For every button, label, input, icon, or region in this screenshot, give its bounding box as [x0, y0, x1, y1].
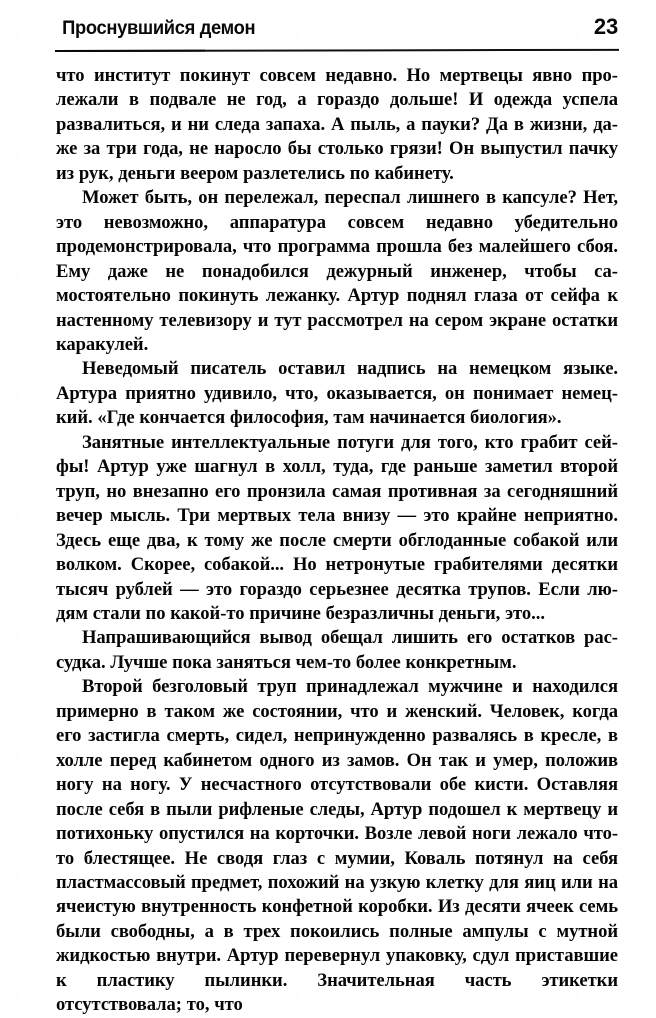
paragraph: что институт покинут совсем недавно. Но мертвецы явно пролежали в подвале не год, а гораздо дольше! И одежда успела развалиться, и ни следа запаха. А пыль, а пауки? Да в жизни, даже за три года, не наросло бы столько грязи! Он выпустил пачку из рук, деньги веером разлетелись по кабинету.	[56, 65, 618, 184]
running-header	[56, 16, 618, 46]
paragraph: Напрашивающийся вывод обещал лишить его остатков рассудка. Лучше пока заняться чем-то более конкретным.	[56, 627, 618, 673]
body-text-column	[56, 64, 618, 1018]
page-number: 23	[593, 14, 618, 39]
paragraph: Может быть, он перележал, переспал лишнего в капсуле? Нет, это невозможно, аппаратура совсем недавно убедительно продемонстрировала, что программа прошла без малейшего сбоя. Ему даже не понадобился дежурный инженер, чтобы самостоятельно покинуть лежанку. Артур поднял глаза от сейфа к настенному телевизору и тут рассмотрел на сером экране остатки каракулей.	[56, 187, 618, 355]
paragraph: Неведомый писатель оставил надпись на немецком языке. Артура приятно удивило, что, оказывается, он понимает немецкий. «Где кончается философия, там начинается биология».	[56, 358, 618, 429]
paragraph: Занятные интеллектуальные потуги для того, кто грабит сейфы! Артур уже шагнул в холл, туда, где раньше заметил второй труп, но внезапно его пронзила самая противная за сегодняшний вечер мысль. Три мертвых тела внизу — это крайне неприятно. Здесь еще два, к тому же после смерти обглоданные собакой или волком. Скорее, собакой... Но нетронутые грабителями десятки тысяч рублей — это гораздо серьезнее десятка трупов. Если людям стали по какой-то причине безразличны деньги, это...	[56, 431, 618, 624]
book-chapter-title: Проснувшийся демон	[62, 17, 256, 39]
paragraph: Второй безголовый труп принадлежал мужчине и находился примерно в таком же состоянии, что и женский. Человек, когда его застигла смерть, сидел, непринужденно развалясь в кресле, в холле перед кабинетом одного из замов. Он так и умер, положив ногу на ногу. У несчастного отсутствовали обе кисти. Оставляя после себя в пыли рифленые следы, Артур подошел к мертвецу и потихоньку опустился на корточки. Возле левой ноги лежало что-то блестящее. Не сводя глаз с мумии, Коваль потянул на себя пластмассовый предмет, похожий на узкую клетку для яиц или на ячеистую внутренность конфетной коробки. Из десяти ячеек семь были свободны, а в трех покоились полные ампулы с мутной жидкостью внутри. Артур перевернул упаковку, сдул приставшие к пластику пылинки. Значительная часть этикетки отсутствовала; то, что	[56, 676, 618, 1016]
header-divider-rule	[55, 49, 619, 52]
